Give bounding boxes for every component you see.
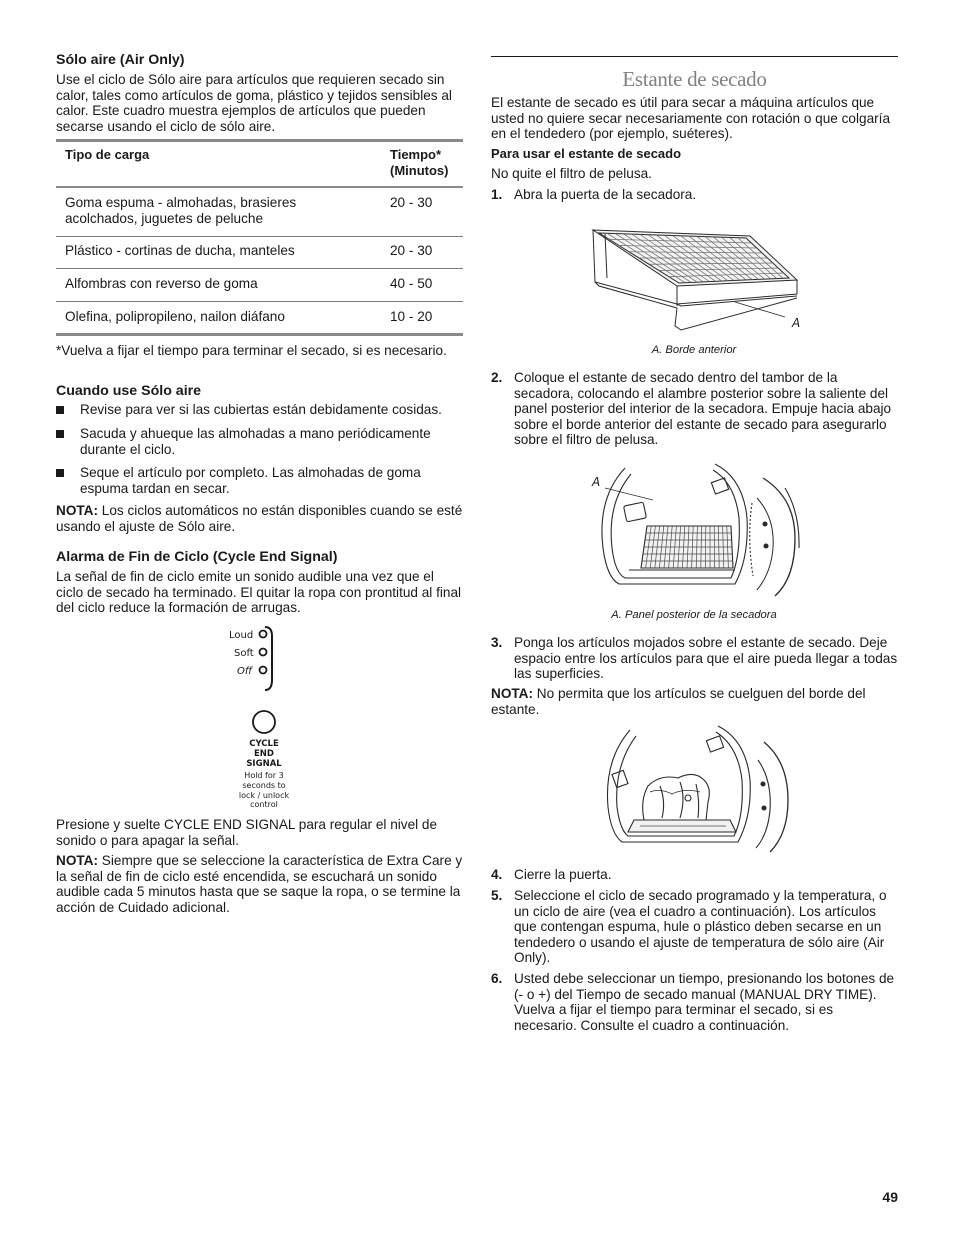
note-label: NOTA: bbox=[56, 503, 99, 518]
loud-indicator-icon bbox=[260, 631, 267, 638]
list-item bbox=[56, 465, 466, 496]
cycle-end-signal-panel-illustration bbox=[225, 622, 300, 812]
note-text: No permita que los artículos se cuelguen del borde del estante. bbox=[491, 686, 866, 717]
air-only-heading: Sólo aire (Air Only) bbox=[56, 52, 185, 68]
bullet-square-icon bbox=[56, 430, 64, 438]
when-heading: Cuando use Sólo aire bbox=[56, 383, 202, 399]
bullet-text: Seque el artículo por completo. Las almohadas de goma espuma tardan en secar. bbox=[80, 465, 421, 496]
figure-caption: A. Panel posterior de la secadora bbox=[611, 609, 777, 621]
table-row bbox=[56, 237, 463, 269]
no-remove-filter-text: No quite el filtro de pelusa. bbox=[491, 166, 652, 181]
drying-rack-illustration bbox=[585, 222, 810, 334]
table-header-time: Tiempo* (Minutos) bbox=[390, 147, 449, 178]
note-text: Siempre que se seleccione la característica de Extra Care y la señal de fin de ciclo esté encendida, se escuchará un sonido audible cada 5 minutos hasta que se saque la ropa, o se termine la acción de Cuidado adicional. bbox=[56, 853, 463, 915]
step-text: Ponga los artículos mojados sobre el estante de secado. Deje espacio entre los artículos para que el aire pueda llegar a todas las superficies. bbox=[514, 635, 898, 682]
table-cell-time: 20 - 30 bbox=[390, 195, 433, 210]
air-only-text: Use el ciclo de Sólo aire para artículos que requieren secado sin calor, tales como artículos de goma, plástico y tejidos sensibles al calor. Este cuadro muestra ejemplos de artículos que pueden secarse usando el ciclo de sólo aire. bbox=[56, 72, 452, 134]
soft-label: Soft bbox=[234, 648, 254, 659]
step-text: Seleccione el ciclo de secado programado y la temperatura, o un ciclo de aire (vea el cuadro a continuación). Los artículos que contengan espuma, hule o plástico deben secarse en un tendedero o usando el ajuste de temperatura de sólo aire (Air Only). bbox=[514, 888, 887, 966]
press-text: Presione y suelte CYCLE END SIGNAL para regular el nivel de sonido o para apagar la señal. bbox=[56, 817, 438, 848]
bullet-text: Sacuda y ahueque las almohadas a mano periódicamente durante el ciclo. bbox=[80, 426, 431, 457]
step-item bbox=[491, 187, 899, 203]
step-item bbox=[491, 370, 899, 448]
step-text: Coloque el estante de secado dentro del tambor de la secadora, colocando el alambre posterior sobre la saliente del panel posterior del interior de la secadora. Empuje hacia abajo sobre el borde anterior del estante de secado para asegurarlo sobre el filtro de pelusa. bbox=[514, 370, 892, 448]
step-item bbox=[491, 635, 899, 682]
step-number: 4. bbox=[491, 867, 503, 882]
step-number: 2. bbox=[491, 370, 503, 385]
note-label: NOTA: bbox=[56, 853, 99, 868]
dryer-drum-rack-illustration bbox=[585, 458, 800, 600]
step-item bbox=[491, 888, 899, 966]
step-item bbox=[491, 971, 899, 1033]
table-header-load: Tipo de carga bbox=[65, 147, 150, 162]
table-cell-load: Goma espuma - almohadas, brasieres acolchados, juguetes de peluche bbox=[65, 195, 297, 226]
table-row bbox=[56, 302, 463, 333]
note-automatic-cycles bbox=[56, 503, 464, 534]
hold-label-line: control bbox=[250, 800, 278, 809]
step-item bbox=[491, 867, 899, 883]
table-row bbox=[56, 188, 463, 237]
step-number: 3. bbox=[491, 635, 503, 650]
cycle-end-signal-button-icon bbox=[253, 711, 275, 733]
loud-label: Loud bbox=[229, 630, 254, 641]
hold-label-line: Hold for 3 bbox=[244, 771, 284, 780]
note-extra-care bbox=[56, 853, 464, 915]
bullet-square-icon bbox=[56, 406, 64, 414]
step-number: 1. bbox=[491, 187, 503, 202]
bullet-text: Revise para ver si las cubiertas están debidamente cosidas. bbox=[80, 402, 442, 417]
off-label: Off bbox=[237, 666, 253, 677]
figure-label-a: A bbox=[792, 316, 801, 330]
table-top-rule bbox=[56, 139, 463, 142]
button-label-line: CYCLE bbox=[249, 739, 279, 749]
step-number: 6. bbox=[491, 971, 503, 986]
hold-label-line: lock / unlock bbox=[238, 791, 290, 800]
bullet-square-icon bbox=[56, 469, 64, 477]
use-rack-heading: Para usar el estante de secado bbox=[491, 146, 682, 161]
table-bottom-rule bbox=[56, 333, 463, 336]
table-cell-load: Plástico - cortinas de ducha, manteles bbox=[65, 243, 295, 258]
off-indicator-icon bbox=[260, 667, 267, 674]
step-text: Cierre la puerta. bbox=[514, 867, 612, 882]
table-cell-time: 10 - 20 bbox=[390, 309, 433, 324]
list-item bbox=[56, 426, 466, 457]
soft-indicator-icon bbox=[260, 649, 267, 656]
section-rule bbox=[491, 56, 898, 57]
table-cell-load: Alfombras con reverso de goma bbox=[65, 276, 258, 291]
section-title: Estante de secado bbox=[622, 67, 767, 91]
list-item bbox=[56, 402, 466, 418]
rack-intro: El estante de secado es útil para secar a máquina artículos que usted no quiere secar necesariamente con rotación o que colgaría en el tendedero (por ejemplo, suéteres). bbox=[491, 95, 890, 142]
button-label-line: SIGNAL bbox=[246, 759, 282, 769]
alarm-heading: Alarma de Fin de Ciclo (Cycle End Signal) bbox=[56, 549, 338, 565]
step-text: Abra la puerta de la secadora. bbox=[514, 187, 697, 202]
table-cell-time: 20 - 30 bbox=[390, 243, 433, 258]
note-text: Los ciclos automáticos no están disponibles cuando se esté usando el ajuste de Sólo aire. bbox=[56, 503, 463, 534]
page-number: 49 bbox=[882, 1189, 898, 1205]
note-label: NOTA: bbox=[491, 686, 534, 701]
dryer-drum-items-illustration bbox=[600, 722, 790, 854]
note-items-hang bbox=[491, 686, 899, 717]
table-cell-load: Olefina, polipropileno, nailon diáfano bbox=[65, 309, 285, 324]
figure-label-a: A bbox=[592, 475, 601, 489]
button-label-line: END bbox=[254, 749, 274, 759]
table-footnote: *Vuelva a fijar el tiempo para terminar el secado, si es necesario. bbox=[56, 343, 447, 358]
hold-label-line: seconds to bbox=[242, 781, 286, 790]
step-text: Usted debe seleccionar un tiempo, presionando los botones de (- o +) del Tiempo de secado manual (MANUAL DRY TIME). Vuelva a fijar el tiempo para terminar el secado, si es necesario. Consulte el cuadro a continuación. bbox=[514, 971, 895, 1033]
table-row bbox=[56, 269, 463, 302]
figure-caption: A. Borde anterior bbox=[651, 344, 737, 356]
table-cell-time: 40 - 50 bbox=[390, 276, 433, 291]
step-number: 5. bbox=[491, 888, 503, 903]
alarm-text: La señal de fin de ciclo emite un sonido audible una vez que el ciclo de secado ha terminado. El quitar la ropa con prontitud al final del ciclo reduce la formación de arrugas. bbox=[56, 569, 462, 616]
